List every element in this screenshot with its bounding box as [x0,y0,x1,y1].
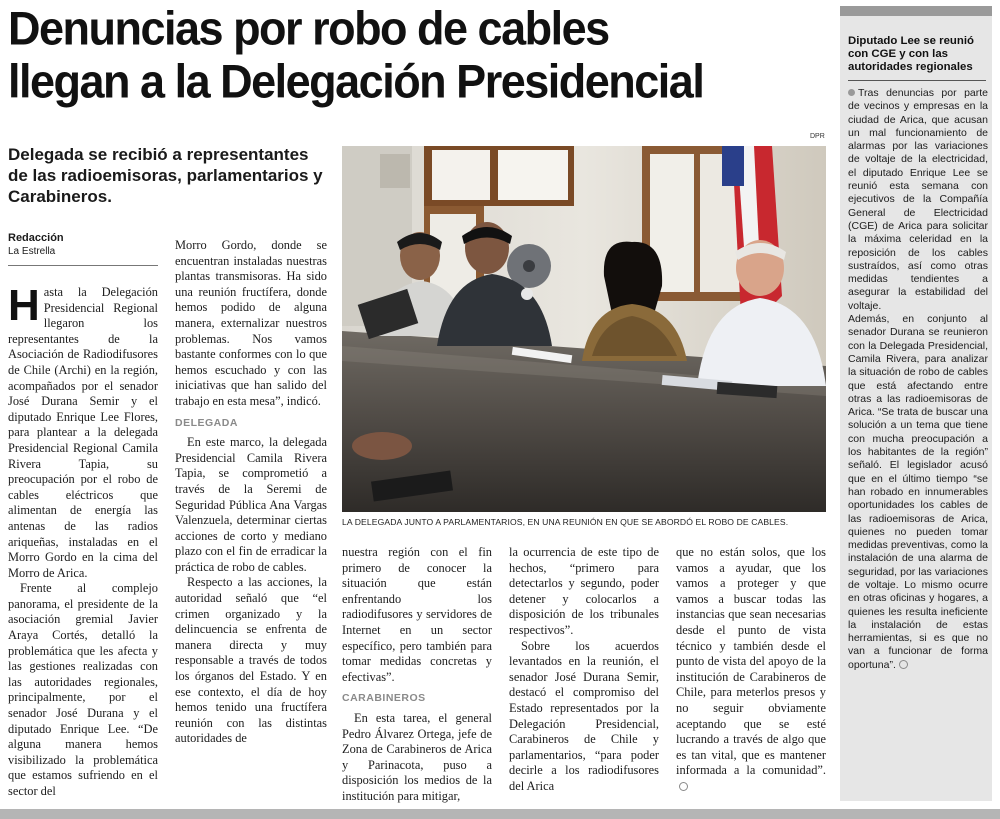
article-column-1 [8,281,158,800]
byline [8,232,158,258]
paragraph: En esta tarea, el general Pedro Álvarez Ortega, jefe de Zona de Carabineros de Arica y Parinacota, puso a disposición los medios de la institución para mitigar, [342,710,492,803]
photo-credit: DPR [810,133,825,140]
deck-subtitle: Delegada se recibió a representantes de las radioemisoras, parlamentarios y Carabineros. [8,145,323,206]
article-column-2 [175,238,327,747]
section-subhead: DELEGADA [175,416,238,429]
sidebar-paragraph: Tras denuncias por parte de vecinos y empresas en la ciudad de Arica, que acusan un mal funcionamiento de alarmas por las variaciones de voltaje de la electricidad, el diputado Enrique Lee se reunió esta semana con ejecutivos de la Compañía General de Electricidad (CGE) de Arica para solicitar la máxima celeridad en la reposición de los cables sustraídos, así como otras medidas tendientes a asegurar la estabilidad del voltaje. [848,87,988,312]
byline-author: Redacción [8,232,64,244]
sidebar-top-bar [840,6,992,16]
article-column-3 [342,545,492,805]
bottom-border [0,809,1000,819]
sidebar-paragraph: Además, en conjunto al senador Durana se reunieron con la Delegada Presidencial, Camila Rivera, para analizar la situación de robo de cables que está afectando entre otras a las radioemisoras de Arica. “Se trata de buscar una solución a un tema que tiene con mucha preocupación a los habitantes de la región” señaló. El legislador acusó que en el último tiempo “se han robado en innumerables oportunidades los cables de las radioemisoras de Arica, quienes no pueden tomar medidas preventivas, como la instalación de una alarma de seguridad, por las variaciones de voltaje. Lo mismo ocurre en otras oficinas y hogares, a quienes les resulta ineficiente la instalación de estas herramientas, si es que no van a funcionar de forma oportuna”. [848,313,988,671]
meeting-photo [342,146,826,512]
sidebar-body [848,87,988,672]
section-subhead: CARABINEROS [342,692,426,705]
circle-end-mark-icon [679,782,688,791]
headline-line-1: Denuncias por robo de cables [8,0,609,55]
byline-divider [8,265,158,266]
paragraph: Morro Gordo, donde se encuentran instaladas nuestras plantas transmisoras. Ha sido una reunión fructífera, donde hemos podido de alguna manera, externalizar nuestros problemas. Nos vamos bastante conformes con lo que hemos escuchado y con las iniciativas que han salido del trabajo en esta mesa”, indicó. [175,238,327,408]
byline-publication: La Estrella [8,246,56,257]
article-column-5 [676,545,826,795]
headline [8,2,838,108]
meeting-photo-illustration [342,146,826,512]
paragraph: la ocurrencia de este tipo de hechos, “primero para detectarlos y segundo, poder detener y colocarlos a disposición de los tribunales respectivos”. [509,545,659,637]
photo-caption: LA DELEGADA JUNTO A PARLAMENTARIOS, EN UNA REUNIÓN EN QUE SE ABORDÓ EL ROBO DE CABLES. [342,517,789,527]
paragraph: que no están solos, que los vamos a ayudar, que los vamos a proteger y que vamos a buscar todas las instancias que sean necesarias desde el punto de vista técnico y también desde el punto de vista del apoyo de la institución de Carabineros de Chile, para meterlos presos y no seguir obviamente aceptando que se esté lucrando a través de algo que es tan vital, que es mantener informada a la comunidad”. [676,545,826,795]
sidebar-divider [848,80,986,81]
paragraph: Respecto a las acciones, la autoridad señaló que “el crimen organizado y la delincuencia se enfrenta de manera directa y muy responsable a través de todos los órganos del Estado. Y en ese contexto, el día de hoy hemos tenido una fructífera reunión con las distintas autoridades de [175,575,327,746]
paragraph: Frente al complejo panorama, el presidente de la asociación gremial Javier Araya Cortés, detalló la problemática que les afecta y las gestiones realizadas con las autoridades regionales, principalmente, por el senador José Durana y el diputado Enrique Lee. “De alguna manera hemos visibilizado la problemática que estamos sufriendo en el sector del [8,581,158,798]
paragraph: Sobre los acuerdos levantados en la reunión, el senador José Durana Semir, destacó el compromiso del Estado representados por la Delegación Presidencial, Carabineros de Chile y parlamentarios, “para poder decirle a los radiodifusores del Arica [509,638,659,793]
article-column-4 [509,545,659,795]
paragraph: nuestra región con el fin primero de conocer la situación que están enfrentando los radiodifusores y servidores de Internet en un sector específico, pero también para tomar medidas concretas y efectivas”. [342,545,492,684]
paragraph: En este marco, la delegada Presidencial Camila Rivera Tapia, se comprometió a través de la Seremi de Seguridad Pública Ana Vargas Valenzuela, determinar ciertas acciones de corto y mediano plazo con el fin de erradicar la práctica de robo de cables. [175,435,327,574]
circle-end-mark-icon [899,660,908,669]
gray-bullet-icon [848,89,855,96]
paragraph: Hasta la Delegación Presidencial Regional llegaron los representantes de la Asociación de Radiodifusores de Chile (Archi) en la región, acompañados por el senador José Durana Semir y el diputado Enrique Lee Flores, para plantear a la delegada Presidencial Regional Camila Rivera Tapia, su preocupación por el robo de cables eléctricos que alimentan de energía las antenas de las radios ariqueñas, instaladas en el Morro Gordo en la cima del Morro de Arica. [8,281,158,580]
sidebar-title: Diputado Lee se reunió con CGE y con las autoridades regionales [848,35,974,73]
dropcap: H [8,281,40,330]
headline-line-2: llegan a la Delegación Presidencial [8,53,704,108]
